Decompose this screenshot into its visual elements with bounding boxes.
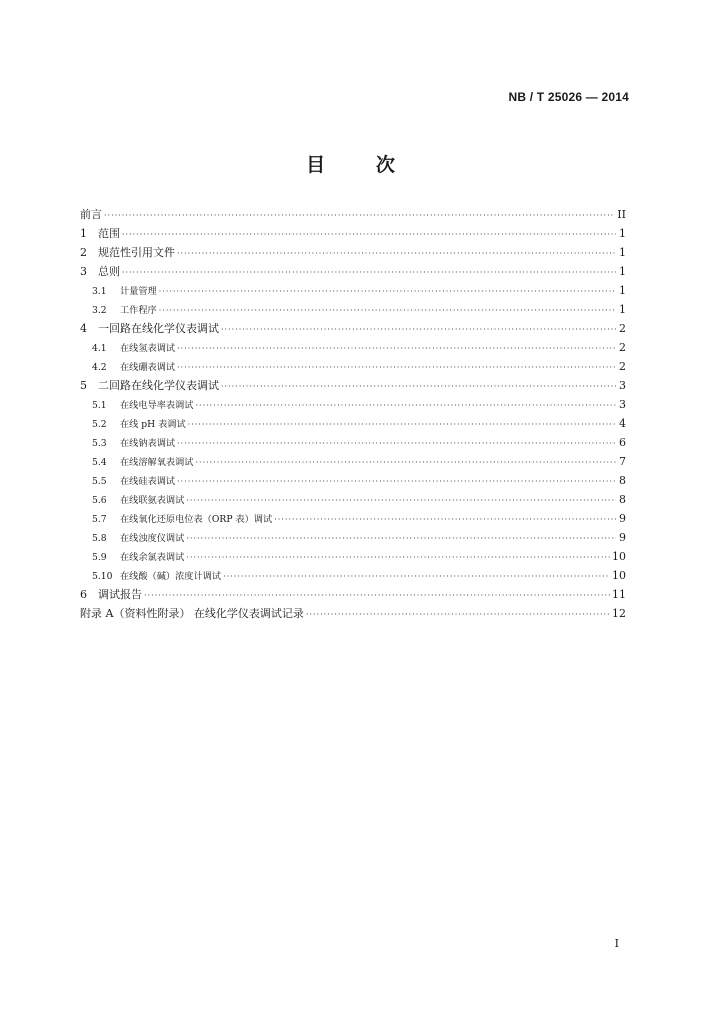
toc-entry[interactable] [80,281,626,300]
toc-title-char-2: 次 [375,154,395,176]
dot-leader [223,567,610,586]
toc-entry-page: 2 [619,322,626,335]
toc-entry-label: 范围 [98,227,120,240]
toc-entry-label: 总则 [98,265,120,278]
toc-entry[interactable] [80,528,626,547]
page-number: I [614,937,619,950]
toc-entry-page: 2 [619,360,626,373]
toc-entry-label: 在线钠表调试 [120,438,176,449]
dot-leader [177,339,616,358]
toc-entry-label: 工作程序 [120,305,157,316]
toc-entry-label: 在线溶解氧表调试 [120,457,194,468]
toc-entry-label: 在线浊度仪调试 [120,533,185,544]
dot-leader [221,377,616,396]
toc-entry-number: 3.2 [92,305,107,316]
toc-entry[interactable] [80,414,626,433]
toc-entry-page: 3 [619,379,626,392]
toc-entry-page: 9 [619,512,626,525]
dot-leader [177,358,616,377]
toc-entry-number: 1 [80,227,87,240]
toc-entry-label: 在线氢表调试 [120,343,176,354]
toc-entry-number: 2 [80,246,87,259]
toc-entry-label: 在线余氯表调试 [120,552,185,563]
toc-entry[interactable] [80,604,626,623]
toc-entry[interactable] [80,224,626,243]
table-of-contents [80,205,626,623]
toc-entry-label: 在线硼表调试 [120,362,176,373]
toc-entry-label: 在线氧化还原电位表（ORP 表）调试 [120,514,273,525]
dot-leader [196,453,617,472]
toc-entry-page: 7 [619,455,626,468]
toc-entry[interactable] [80,547,626,566]
toc-entry-page: 4 [619,417,626,430]
toc-entry-page: 10 [612,569,626,582]
toc-entry[interactable] [80,300,626,319]
toc-entry-page: 3 [619,398,626,411]
toc-entry-number: 4.2 [92,362,107,373]
dot-leader [144,586,610,605]
toc-entry-number: 6 [80,588,87,601]
toc-entry-number: 5.3 [92,438,107,449]
toc-entry-label: 在线 pH 表调试 [120,419,186,430]
dot-leader [177,472,616,491]
toc-entry-label: 规范性引用文件 [98,246,175,259]
toc-entry[interactable] [80,490,626,509]
toc-entry-page: 1 [619,284,626,297]
dot-leader [177,434,616,453]
dot-leader [196,396,617,415]
toc-entry[interactable] [80,585,626,604]
toc-entry-page: 8 [619,474,626,487]
dot-leader [122,263,616,282]
toc-entry[interactable] [80,205,626,224]
toc-entry-number: 4 [80,322,87,335]
toc-entry-number: 5.9 [92,552,107,563]
dot-leader [186,548,610,567]
toc-entry[interactable] [80,357,626,376]
dot-leader [177,244,616,263]
dot-leader [159,282,616,301]
toc-entry-label: 附录 A（资料性附录） 在线化学仪表调试记录 [80,607,304,620]
toc-entry-number: 5.10 [92,571,113,582]
toc-entry-label: 前言 [80,208,102,221]
toc-entry-label: 在线电导率表调试 [120,400,194,411]
dot-leader [186,491,616,510]
toc-entry-label: 在线硅表调试 [120,476,176,487]
toc-entry[interactable] [80,319,626,338]
toc-entry-label: 计量管理 [120,286,157,297]
toc-entry-page: 12 [612,607,626,620]
toc-entry-number: 5.8 [92,533,107,544]
toc-entry-page: II [617,208,626,221]
dot-leader [186,529,616,548]
toc-entry-number: 5.4 [92,457,107,468]
toc-entry[interactable] [80,452,626,471]
toc-entry-page: 1 [619,246,626,259]
toc-entry[interactable] [80,262,626,281]
toc-entry-page: 2 [619,341,626,354]
toc-entry-page: 9 [619,531,626,544]
toc-entry-label: 调试报告 [98,588,142,601]
toc-entry-number: 4.1 [92,343,107,354]
toc-title [0,150,701,177]
toc-entry[interactable] [80,376,626,395]
toc-entry-label: 一回路在线化学仪表调试 [98,322,219,335]
toc-entry[interactable] [80,243,626,262]
dot-leader [159,301,616,320]
toc-entry-page: 11 [612,588,626,601]
toc-entry-label: 在线联氨表调试 [120,495,185,506]
toc-entry[interactable] [80,395,626,414]
toc-entry-number: 5.2 [92,419,107,430]
dot-leader [122,225,616,244]
dot-leader [104,206,615,225]
toc-entry[interactable] [80,509,626,528]
toc-entry-number: 5.7 [92,514,107,525]
standard-code: NB / T 25026 — 2014 [508,90,629,104]
toc-entry[interactable] [80,566,626,585]
toc-entry[interactable] [80,338,626,357]
toc-entry-page: 10 [612,550,626,563]
toc-entry-label: 二回路在线化学仪表调试 [98,379,219,392]
toc-entry[interactable] [80,433,626,452]
toc-title-char-1: 目 [306,154,326,176]
toc-entry-page: 6 [619,436,626,449]
toc-entry-number: 3.1 [92,286,107,297]
toc-entry-number: 5.6 [92,495,107,506]
dot-leader [188,415,616,434]
toc-entry-number: 3 [80,265,87,278]
toc-entry-page: 1 [619,303,626,316]
toc-entry-number: 5 [80,379,87,392]
toc-entry-page: 8 [619,493,626,506]
toc-entry-page: 1 [619,265,626,278]
dot-leader [306,605,610,624]
toc-entry-number: 5.1 [92,400,107,411]
dot-leader [274,510,616,529]
dot-leader [221,320,616,339]
toc-entry-page: 1 [619,227,626,240]
toc-entry[interactable] [80,471,626,490]
toc-entry-number: 5.5 [92,476,107,487]
toc-entry-label: 在线酸（碱）浓度计调试 [120,571,222,582]
